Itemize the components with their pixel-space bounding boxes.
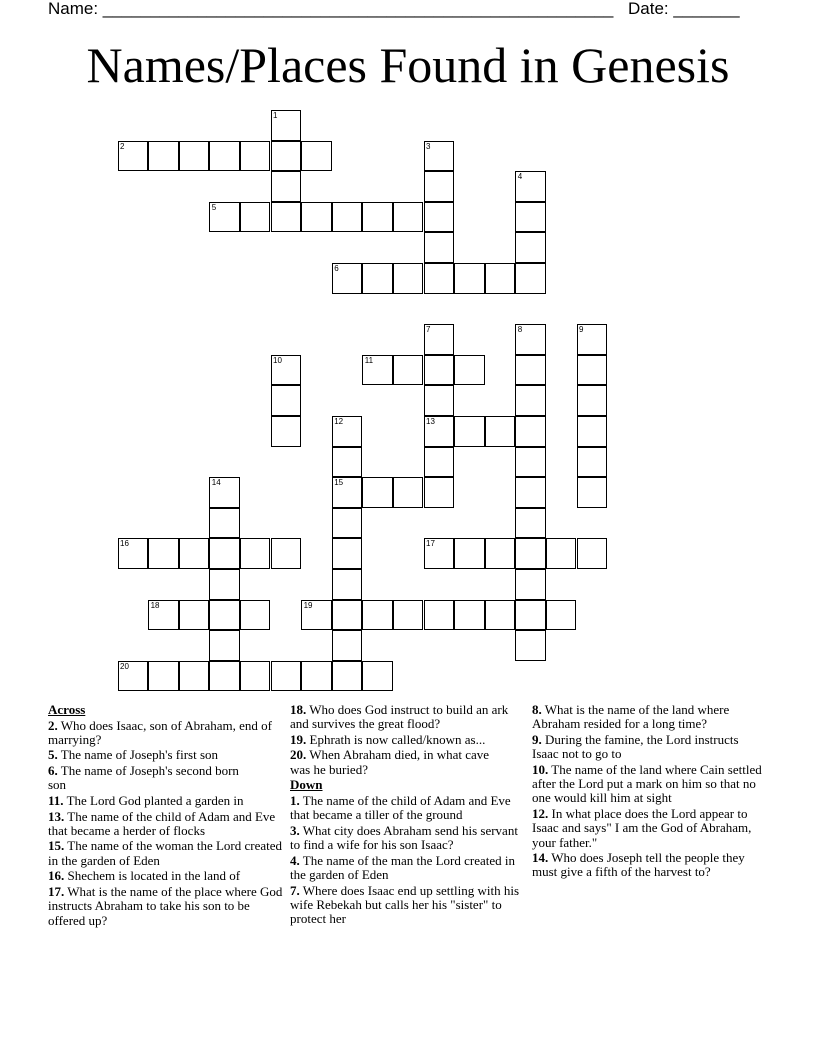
across-heading: Across	[48, 702, 86, 717]
grid-cell[interactable]	[577, 385, 608, 416]
clue-across-5: 5. The name of Joseph's first son	[48, 747, 218, 763]
grid-cell[interactable]	[271, 202, 302, 233]
clue-down-8: 8. What is the name of the land where Abraham resided for a long time?	[532, 702, 730, 732]
grid-cell[interactable]	[515, 385, 546, 416]
grid-cell[interactable]	[424, 416, 455, 447]
grid-cell[interactable]	[577, 355, 608, 386]
grid-cell[interactable]	[301, 600, 332, 631]
grid-cell[interactable]	[271, 385, 302, 416]
grid-cell[interactable]	[454, 600, 485, 631]
grid-cell[interactable]	[332, 661, 363, 692]
clue-down-4: 4. The name of the man the Lord created in the garden of Eden	[290, 852, 516, 883]
clue-across-18: 18. Who does God instruct to build an ark and survives the great flood?	[290, 702, 509, 732]
grid-cell[interactable]	[179, 600, 210, 631]
grid-cell[interactable]	[485, 416, 516, 447]
grid-cell[interactable]	[332, 202, 363, 233]
clue-across-15: 15. The name of the woman the Lord created in the garden of Eden	[48, 838, 283, 868]
clue-number: 9	[579, 325, 584, 335]
clue-across-19: 19. Ephrath is now called/known as...	[290, 731, 486, 747]
grid-cell[interactable]	[393, 355, 424, 386]
grid-cell[interactable]	[271, 171, 302, 202]
clue-number: 2	[120, 141, 125, 151]
grid-cell[interactable]	[301, 202, 332, 233]
clue-number: 15	[334, 478, 344, 488]
grid-cell[interactable]	[577, 416, 608, 447]
grid-cell[interactable]	[118, 141, 149, 172]
grid-cell[interactable]	[271, 355, 302, 386]
grid-cell[interactable]	[148, 661, 179, 692]
clue-down-10: 10. The name of the land where Cain settled after the Lord put a mark on him so that no one would kill him at sight	[532, 761, 762, 806]
clue-number: 3	[426, 141, 431, 151]
grid-cell[interactable]	[209, 569, 240, 600]
grid-cell[interactable]	[301, 141, 332, 172]
clue-number: 11	[364, 355, 374, 365]
grid-cell[interactable]	[577, 324, 608, 355]
grid-cell[interactable]	[454, 538, 485, 569]
grid-cell[interactable]	[393, 263, 424, 294]
grid-cell[interactable]	[577, 477, 608, 508]
grid-cell[interactable]	[179, 661, 210, 692]
grid-cell[interactable]	[515, 630, 546, 661]
grid-cell[interactable]	[577, 538, 608, 569]
clue-number: 5	[211, 202, 217, 212]
clue-across-20: 20. When Abraham died, in what cave was he buried?	[290, 747, 490, 777]
grid-cell[interactable]	[148, 538, 179, 569]
grid-cell[interactable]	[362, 355, 393, 386]
grid-cell[interactable]	[424, 202, 455, 233]
grid-cell[interactable]	[332, 600, 363, 631]
clue-across-2: 2. Who does Isaac, son of Abraham, end of marrying?	[48, 717, 272, 747]
grid-cell[interactable]	[393, 202, 424, 233]
clue-number: 16	[120, 539, 129, 549]
down-heading: Down	[290, 777, 323, 793]
grid-cell[interactable]	[209, 141, 240, 172]
grid-cell[interactable]	[515, 600, 546, 631]
grid-cell[interactable]	[424, 538, 455, 569]
clue-down-9: 9. During the famine, the Lord instructs Isaac not to go to	[532, 731, 739, 762]
grid-cell[interactable]	[424, 171, 455, 202]
grid-cell[interactable]	[148, 600, 179, 631]
clue-number: 17	[426, 539, 435, 549]
grid-cell[interactable]	[240, 141, 271, 172]
grid-cell[interactable]	[240, 661, 271, 692]
grid-cell[interactable]	[546, 600, 577, 631]
clues-column-3	[532, 703, 768, 881]
grid-cell[interactable]	[209, 600, 240, 631]
grid-cell[interactable]	[271, 416, 302, 447]
grid-cell[interactable]	[393, 477, 424, 508]
grid-cell[interactable]	[577, 447, 608, 478]
grid-cell[interactable]	[271, 538, 302, 569]
grid-cell[interactable]	[424, 447, 455, 478]
grid-cell[interactable]	[515, 538, 546, 569]
clue-number: 10	[273, 355, 282, 365]
grid-cell[interactable]	[271, 110, 302, 141]
grid-cell[interactable]	[179, 538, 210, 569]
grid-cell[interactable]	[515, 232, 546, 263]
grid-cell[interactable]	[362, 263, 393, 294]
name-field-label: Name: ______________________________________________________	[48, 0, 614, 18]
grid-cell[interactable]	[515, 477, 546, 508]
clue-down-14: 14. Who does Joseph tell the people they must give a fifth of the harvest to?	[532, 850, 745, 880]
clue-number: 7	[426, 325, 431, 335]
grid-cell[interactable]	[240, 600, 271, 631]
grid-cell[interactable]	[209, 477, 240, 508]
clue-number: 12	[334, 417, 344, 426]
grid-cell[interactable]	[454, 355, 485, 386]
grid-cell[interactable]	[209, 508, 240, 539]
grid-cell[interactable]	[454, 416, 485, 447]
grid-cell[interactable]	[546, 538, 577, 569]
grid-cell[interactable]	[362, 661, 393, 692]
grid-cell[interactable]	[240, 202, 271, 233]
grid-cell[interactable]	[271, 141, 302, 172]
clue-number: 20	[120, 661, 129, 671]
clue-number: 14	[211, 478, 221, 488]
clue-number: 1	[273, 111, 278, 120]
clue-number: 18	[150, 600, 160, 610]
clue-across-6: 6. The name of Joseph's second born son	[48, 763, 239, 793]
grid-cell[interactable]	[515, 263, 546, 294]
grid-cell[interactable]	[332, 477, 363, 508]
grid-cell[interactable]	[424, 141, 455, 172]
grid-cell[interactable]	[485, 263, 516, 294]
grid-cell[interactable]	[332, 630, 363, 661]
clue-down-12: 12. In what place does the Lord appear to Isaac and says" I am the God of Abraham, your father."	[532, 805, 752, 850]
grid-cell[interactable]	[148, 141, 179, 172]
grid-cell[interactable]	[118, 661, 149, 692]
clue-down-3: 3. What city does Abraham send his servant to find a wife for his son Isaac?	[290, 822, 518, 853]
clue-number: 19	[303, 600, 313, 610]
grid-cell[interactable]	[332, 538, 363, 569]
grid-cell[interactable]	[515, 324, 546, 355]
grid-cell[interactable]	[424, 477, 455, 508]
grid-cell[interactable]	[362, 202, 393, 233]
grid-cell[interactable]	[424, 232, 455, 263]
grid-cell[interactable]	[485, 600, 516, 631]
grid-cell[interactable]	[179, 141, 210, 172]
grid-cell[interactable]	[454, 263, 485, 294]
grid-cell[interactable]	[332, 508, 363, 539]
clue-across-11: 11. The Lord God planted a garden in	[48, 792, 244, 808]
clue-number: 13	[426, 417, 435, 426]
grid-cell[interactable]	[515, 355, 546, 386]
grid-cell[interactable]	[424, 263, 455, 294]
grid-cell[interactable]	[515, 569, 546, 600]
clue-down-1: 1. The name of the child of Adam and Eve that became a tiller of the ground	[290, 792, 511, 823]
clue-across-17: 17. What is the name of the place where God instructs Abraham to take his son to be offered up?	[48, 883, 283, 928]
grid-cell[interactable]	[209, 538, 240, 569]
clue-number: 8	[517, 325, 523, 335]
grid-cell[interactable]	[515, 508, 546, 539]
grid-cell[interactable]	[209, 661, 240, 692]
grid-cell[interactable]	[393, 600, 424, 631]
grid-cell[interactable]	[424, 600, 455, 631]
grid-cell[interactable]	[424, 324, 455, 355]
grid-cell[interactable]	[240, 538, 271, 569]
clue-across-13: 13. The name of the child of Adam and Eve that became a herder of flocks	[48, 808, 276, 838]
clue-number: 6	[334, 264, 339, 273]
clue-number: 4	[517, 172, 523, 182]
date-field-label: Date: _______	[628, 0, 740, 18]
grid-cell[interactable]	[332, 416, 363, 447]
grid-cell[interactable]	[209, 630, 240, 661]
clues-column-2	[290, 703, 526, 928]
grid-cell[interactable]	[332, 263, 363, 294]
grid-cell[interactable]	[362, 600, 393, 631]
grid-cell[interactable]	[485, 538, 516, 569]
grid-cell[interactable]	[362, 477, 393, 508]
grid-cell[interactable]	[424, 355, 455, 386]
grid-cell[interactable]	[424, 385, 455, 416]
grid-cell[interactable]	[515, 416, 546, 447]
grid-cell[interactable]	[118, 538, 149, 569]
grid-cell[interactable]	[332, 569, 363, 600]
page-title: Names/Places Found in Genesis	[86, 37, 730, 93]
grid-cell[interactable]	[209, 202, 240, 233]
grid-cell[interactable]	[332, 447, 363, 478]
grid-cell[interactable]	[515, 171, 546, 202]
grid-cell[interactable]	[515, 202, 546, 233]
grid-cell[interactable]	[515, 447, 546, 478]
grid-cell[interactable]	[271, 661, 302, 692]
clues-column-1	[48, 703, 284, 929]
grid-cell[interactable]	[301, 661, 332, 692]
clue-across-16: 16. Shechem is located in the land of	[48, 868, 241, 884]
clue-down-7: 7. Where does Isaac end up settling with his wife Rebekah but calls her his "sister" to protect her	[290, 882, 520, 927]
